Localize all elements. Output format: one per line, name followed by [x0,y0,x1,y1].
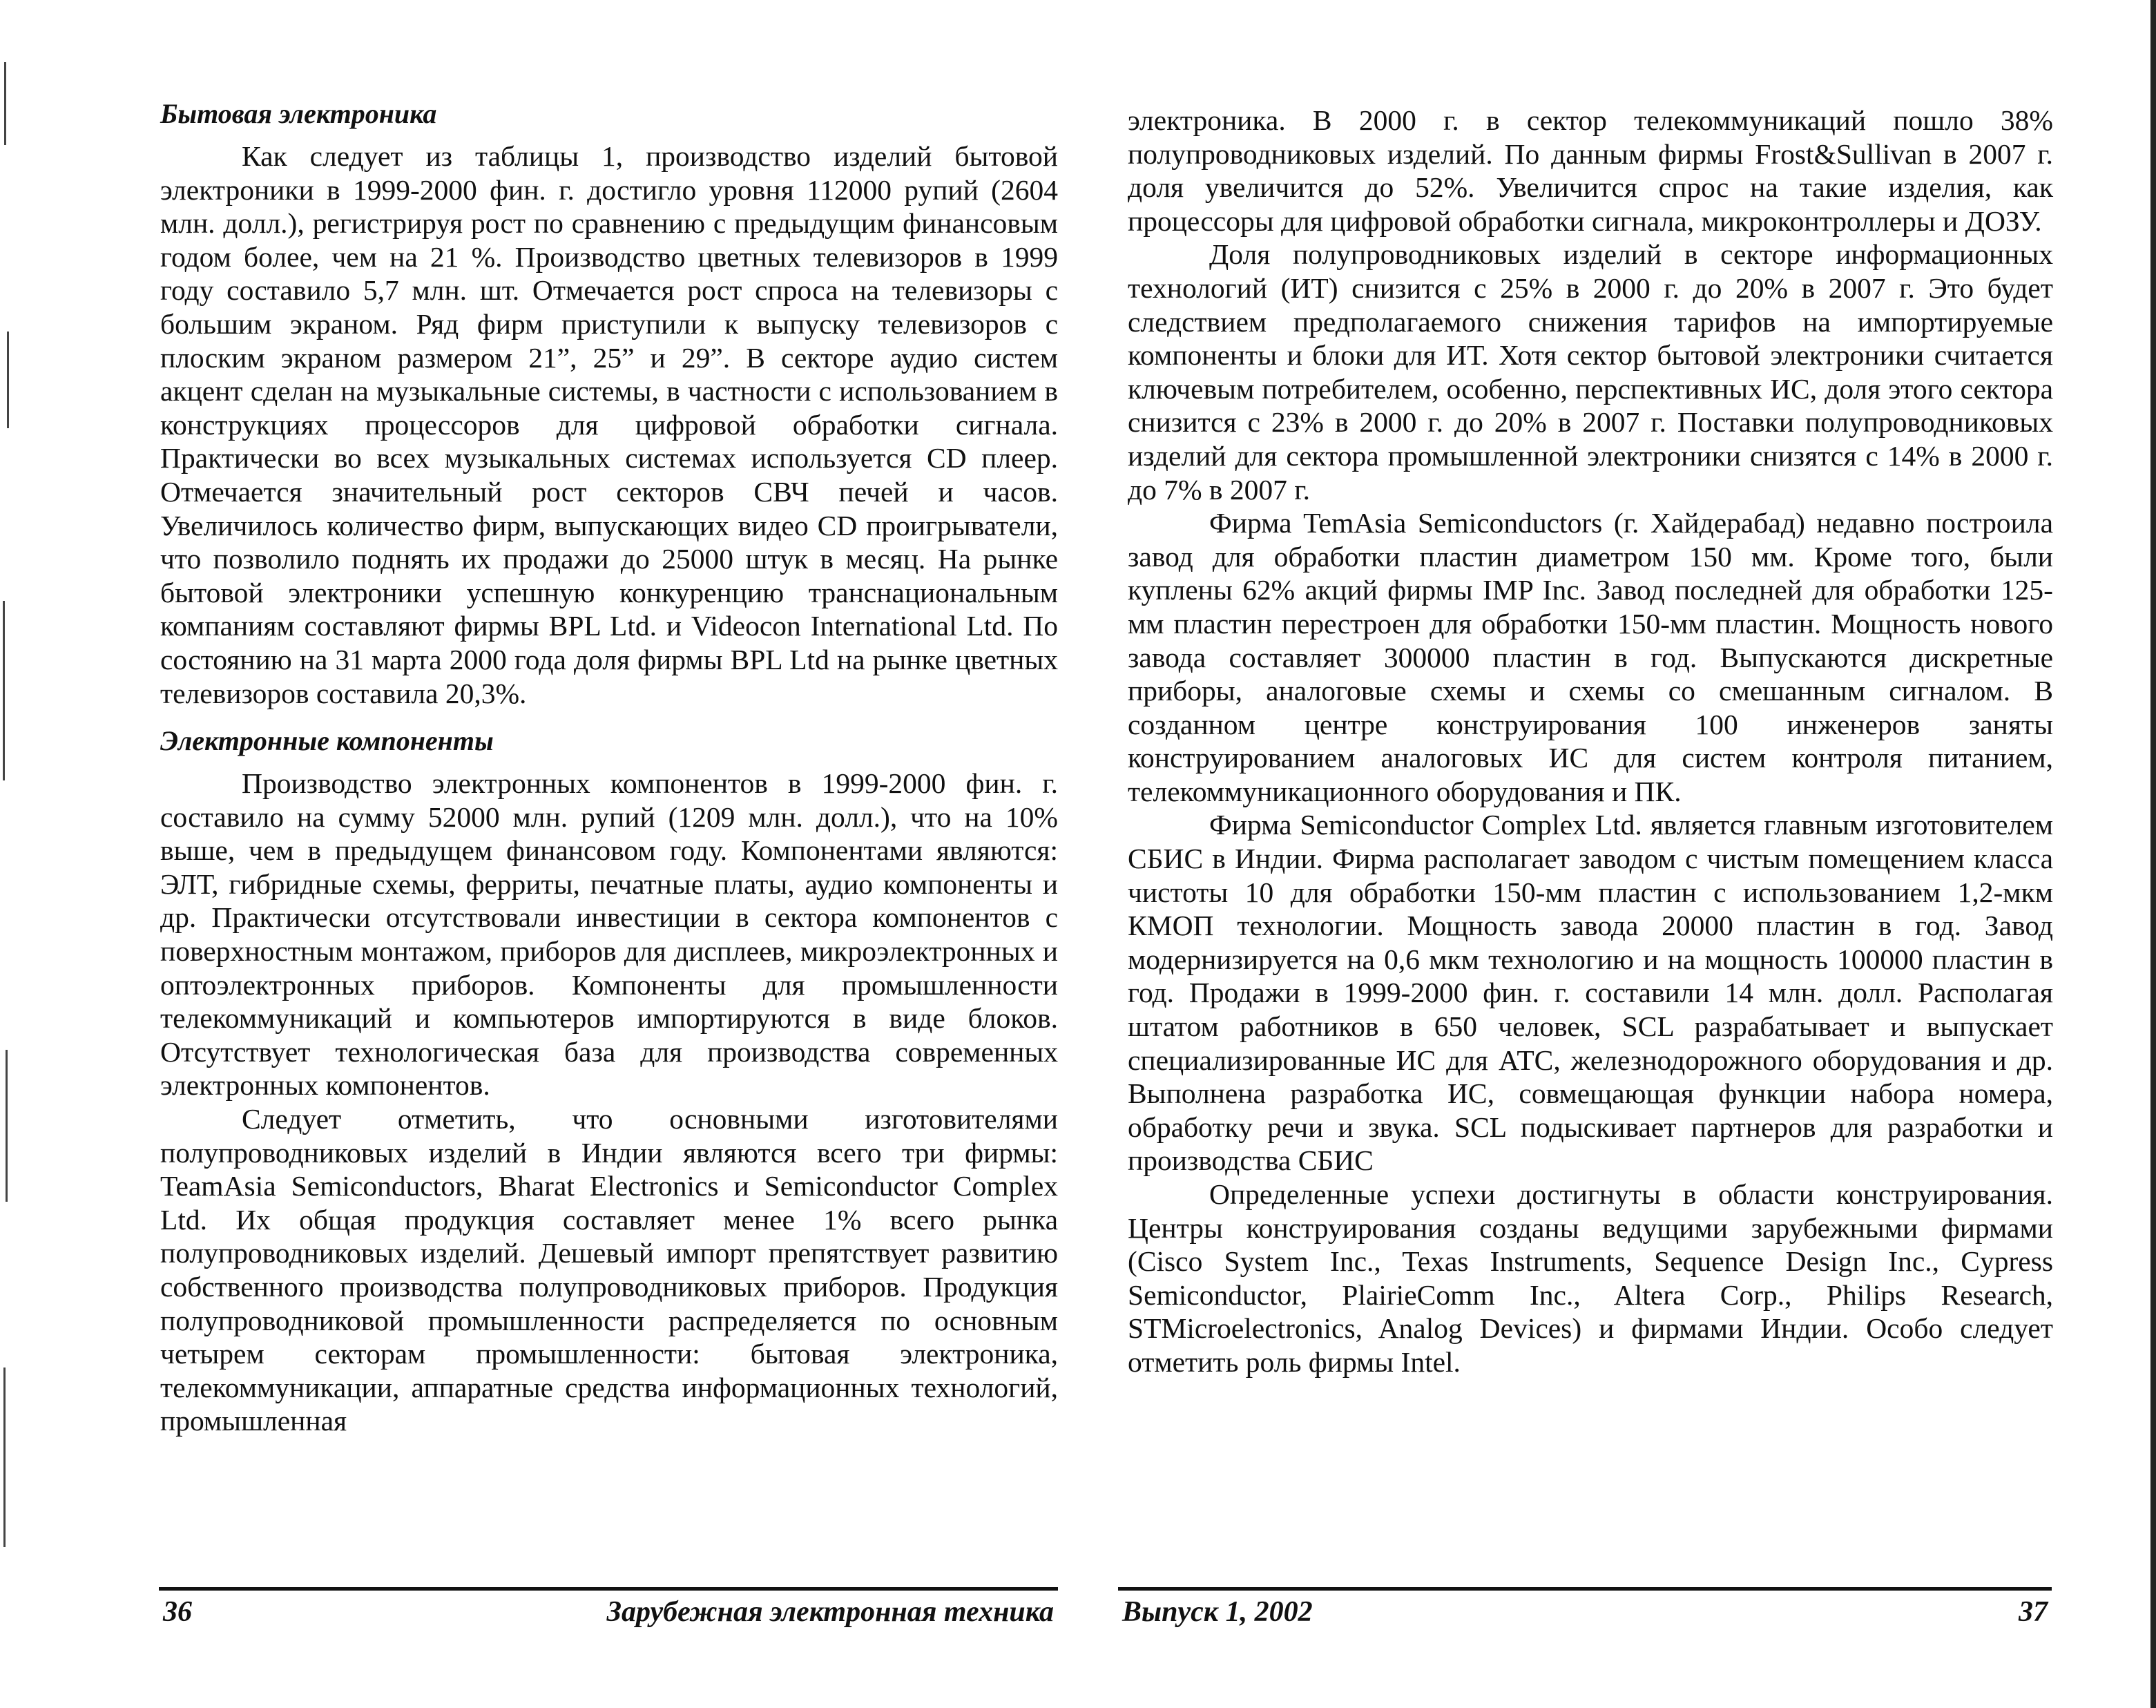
paragraph: Определенные успехи достигнуты в области конструирования. Центры конструирования созданы ведущими зарубежными фирмами (Cisco System Inc., Texas Instruments, Sequence Design Inc., Cypress Semiconductor, PlairieComm Inc., Altera Corp., Philips Research, STMicroelectronics, Analog Devices) и фирмами Индии. Особо следует отметить роль фирмы Intel. [1128,1178,2053,1378]
issue-label: Выпуск 1, 2002 [1122,1596,1313,1628]
paragraph-continuation: электроника. В 2000 г. в сектор телекоммуникаций пошло 38% полупроводниковых изделий. По данным фирмы Frost&Sullivan в 2007 г. доля увеличится до 52%. Увеличится спрос на такие изделия, как процессоры для цифровой обработки сигнала, микроконтроллеры и ДОЗУ. [1128,104,2053,237]
paragraph: Доля полупроводниковых изделий в секторе информационных технологий (ИТ) снизится с 25% в 2000 г. до 20% в 2007 г. Это будет следствием предполагаемого снижения тарифов на импортируемые компоненты и блоки для ИТ. Хотя сектор бытовой электроники считается ключевым потребителем, особенно, перспективных ИС, доля этого сектора снизится с 23% в 2000 г. до 20% в 2007 г. Поставки полупроводниковых изделий для сектора промышленной электроники снизятся с 14% в 2000 г. до 7% в 2007 г. [1128,238,2053,506]
paragraph: Как следует из таблицы 1, производство изделий бытовой электроники в 1999-2000 фин. г. достигло уровня 112000 рупий (2604 млн. долл.), регистрируя рост по сравнению с предыдущим финансовым годом более, чем на 21 %. Производство цветных телевизоров в 1999 году составило 5,7 млн. шт. Отмечается рост спроса на телевизоры с большим экраном. Ряд фирм приступили к выпуску телевизоров с плоским экраном размером 21”, 25” и 29”. В секторе аудио систем акцент сделан на музыкальные системы, в частности с использованием в конструкциях процессоров для цифровой обработки сигнала. Практически во всех музыкальных системах используется CD плеер. Отмечается значительный рост секторов СВЧ печей и часов. Увеличилось количество фирм, выпускающих видео CD проигрыватели, что позволило поднять их продажи до 25000 штук в месяц. На рынке бытовой электроники успешную конкуренцию транснациональным компаниям составляют фирмы BPL Ltd. и Videocon International Ltd. По состоянию на 31 марта 2000 года доля фирмы BPL Ltd на рынке цветных телевизоров составила 20,3%. [160,140,1058,709]
page-number: 37 [2019,1596,2048,1628]
paragraph: Следует отметить, что основными изготовителями полупроводниковых изделий в Индии являются всего три фирмы: TeamAsia Semiconductors, Bharat Electronics и Semiconductor Complex Ltd. Их общая продукция составляет менее 1% всего рынка полупроводниковых изделий. Дешевый импорт препятствует развитию собственного производства полупроводниковых приборов. Продукция полупроводниковой промышленности распределяется по основным четырем секторам промышленности: бытовая электроника, телекоммуникации, аппаратные средства информационных технологий, промышленная [160,1103,1058,1437]
paragraph: Производство электронных компонентов в 1999-2000 фин. г. составило на сумму 52000 млн. рупий (1209 млн. долл.), что на 10% выше, чем в предыдущем финансовом году. Компонентами являются: ЭЛТ, гибридные схемы, ферриты, печатные платы, аудио компоненты и др. Практически отсутствовали инвестиции в сектора компонентов с поверхностным монтажом, приборов для дисплеев, микроэлектронных и оптоэлектронных приборов. Компоненты для промышленности телекоммуникаций и компьютеров импортируются в виде блоков. Отсутствует технологическая база для производства современных электронных компонентов. [160,767,1058,1102]
section-heading-household-electronics: Бытовая электроника [160,98,437,129]
right-column [1128,104,2053,1379]
left-page-footer [159,1587,1058,1636]
journal-title: Зарубежная электронная техника [606,1596,1054,1628]
paragraph: Фирма TemAsia Semiconductors (г. Хайдерабад) недавно построила завод для обработки пластин диаметром 150 мм. Кроме того, были куплены 62% акций фирмы IMP Inc. Завод последней для обработки 125-мм пластин перестроен для обработки 150-мм пластин. Мощность нового завода составляет 300000 пластин в год. Выпускаются дискретные приборы, аналоговые схемы и схемы со смешанным сигналом. В созданном центре конструирования 100 инженеров заняты конструированием аналоговых ИС для систем контроля питанием, телекоммуникационного оборудования и ПК. [1128,507,2053,807]
right-page-footer [1118,1587,2052,1636]
section-heading-electronic-components: Электронные компоненты [160,725,494,757]
paragraph: Фирма Semiconductor Complex Ltd. является главным изготовителем СБИС в Индии. Фирма располагает заводом с чистым помещением класса чистоты 10 для обработки 150-мм пластин с использованием 1,2-мкм КМОП технологии. Мощность завода 20000 пластин в год. Завод модернизируется на 0,6 мкм технологию и на мощность 100000 пластин в год. Продажи в 1999-2000 фин. г. составили 14 млн. долл. Располагая штатом работников в 650 человек, SCL разрабатывает и выпускает специализированные ИС для АТС, железнодорожного оборудования и др. Выполнена разработка ИС, совмещающая функции набора номера, обработку речи и звука. SCL подыскивает партнеров для разработки и производства СБИС [1128,809,2053,1177]
right-page [1078,0,2156,1708]
page-number: 36 [163,1596,192,1628]
left-column [160,97,1058,1438]
